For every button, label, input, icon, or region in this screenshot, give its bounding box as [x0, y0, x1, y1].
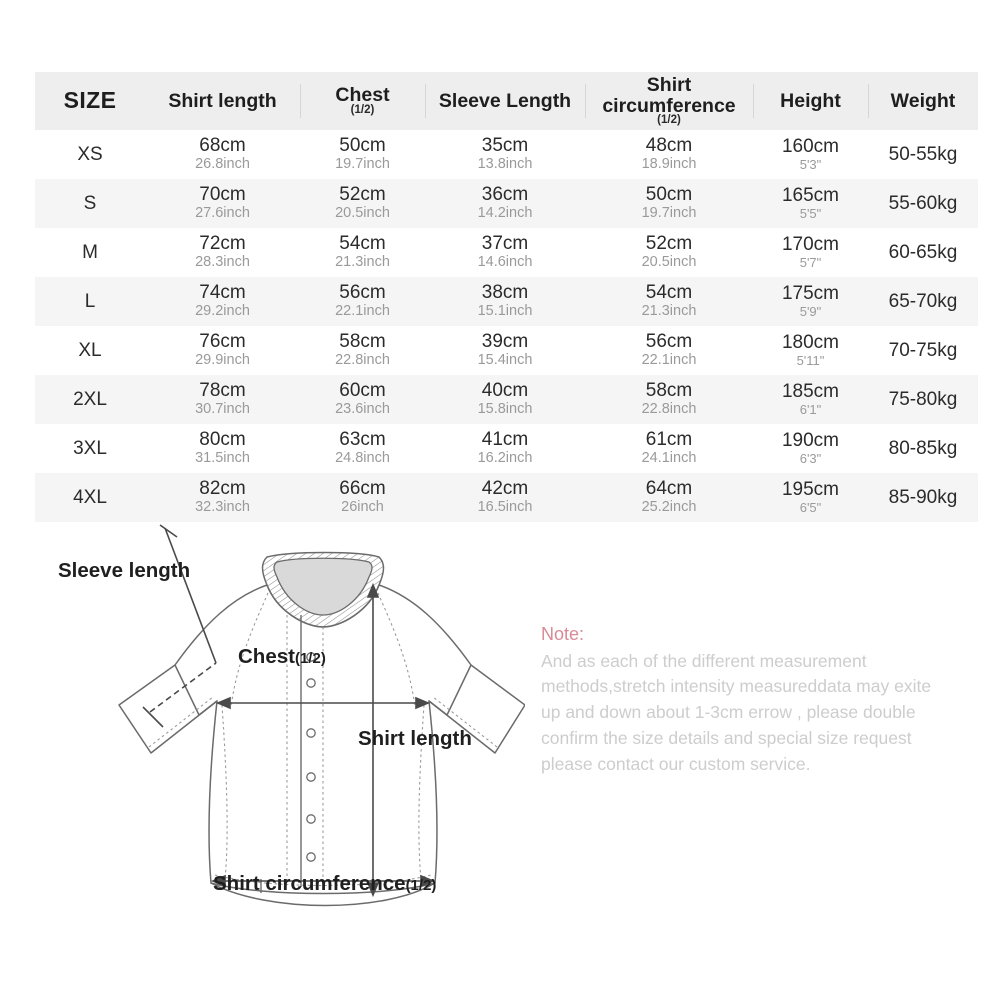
button	[307, 729, 315, 737]
cell-height-ft: 5'7"	[799, 254, 822, 270]
column-header-shirt-length-label: Shirt length	[168, 89, 277, 112]
cell-shirt-length-inch: 29.2inch	[195, 302, 250, 319]
cell-sleeve-length-cm: 40cm	[481, 380, 529, 402]
table-row	[35, 130, 978, 179]
column-header-shirt-length	[145, 72, 300, 130]
cell-shirt-circumference-inch: 22.1inch	[641, 351, 697, 368]
cell-shirt-circumference	[585, 277, 753, 326]
sleeve-measure-line-outer	[165, 528, 216, 663]
diagram-label-sleeve-length	[58, 559, 190, 583]
button-group	[307, 653, 315, 861]
column-header-chest-label: Chest	[335, 84, 390, 107]
cell-shirt-circumference-cm: 50cm	[645, 184, 693, 206]
cell-height-ft: 6'1"	[799, 401, 822, 417]
cell-shirt-length-cm: 72cm	[199, 233, 246, 255]
cell-sleeve-length-cm: 41cm	[481, 429, 529, 451]
cell-shirt-length-cm: 80cm	[199, 429, 246, 451]
cell-height-cm: 175cm	[781, 283, 840, 305]
cell-sleeve-length-inch: 16.2inch	[477, 449, 533, 466]
cell-shirt-length-inch: 32.3inch	[195, 498, 250, 515]
cell-shirt-circumference	[585, 130, 753, 179]
cell-shirt-circumference	[585, 424, 753, 473]
cell-shirt-circumference-inch: 21.3inch	[641, 302, 697, 319]
cell-shirt-circumference	[585, 375, 753, 424]
column-header-shirt-circumference-label: Shirt circumference	[602, 74, 736, 117]
cell-shirt-length-inch: 29.9inch	[195, 351, 250, 368]
cell-sleeve-length-inch: 15.8inch	[477, 400, 533, 417]
note-body: And as each of the different measurement methods,stretch intensity measureddata may exite up and down about 1-3cm errow , please double confirm the size details and special size request please contact our custom service.	[541, 650, 932, 775]
cell-sleeve-length-inch: 16.5inch	[477, 498, 533, 515]
cell-shirt-circumference-cm: 64cm	[645, 478, 693, 500]
diagram-label-shirt-length	[358, 727, 472, 751]
cell-chest-cm: 50cm	[339, 135, 386, 157]
cell-chest-cm: 60cm	[339, 380, 386, 402]
cell-shirt-length-cm: 68cm	[199, 135, 246, 157]
table-row	[35, 277, 978, 326]
cell-height	[753, 424, 868, 473]
cell-size: L	[84, 290, 96, 312]
button	[307, 773, 315, 781]
table-header-row	[35, 72, 978, 130]
cell-shirt-circumference-inch: 22.8inch	[641, 400, 697, 417]
cell-shirt-length	[145, 228, 300, 277]
cell-height-ft: 5'3"	[799, 156, 822, 172]
cell-height-cm: 180cm	[781, 332, 840, 354]
cell-weight: 60-65kg	[888, 241, 958, 263]
cell-shirt-length-cm: 78cm	[199, 380, 246, 402]
cell-height	[753, 179, 868, 228]
table-row	[35, 326, 978, 375]
cell-chest-cm: 66cm	[339, 478, 386, 500]
cell-weight: 65-70kg	[888, 290, 958, 312]
cell-shirt-circumference-cm: 48cm	[645, 135, 693, 157]
column-header-size	[35, 72, 145, 130]
cell-sleeve-length-inch: 14.2inch	[477, 204, 533, 221]
cell-shirt-length-cm: 74cm	[199, 282, 246, 304]
diagram-label-shirt-circumference-fraction: (1/2)	[405, 877, 437, 894]
cell-sleeve-length	[425, 130, 585, 179]
cell-height-ft: 5'11"	[796, 352, 825, 368]
cell-shirt-circumference-cm: 61cm	[645, 429, 693, 451]
cell-chest-inch: 20.5inch	[335, 204, 390, 221]
cell-shirt-length-inch: 27.6inch	[195, 204, 250, 221]
note-title: Note:	[541, 624, 585, 644]
table-row	[35, 375, 978, 424]
cell-shirt-circumference-inch: 25.2inch	[641, 498, 697, 515]
cell-height-cm: 160cm	[781, 136, 840, 158]
cell-shirt-circumference-cm: 58cm	[645, 380, 693, 402]
diagram-label-chest	[238, 645, 326, 669]
cell-height	[753, 277, 868, 326]
cell-chest-inch: 23.6inch	[335, 400, 390, 417]
cell-shirt-circumference-inch: 20.5inch	[641, 253, 697, 270]
cell-chest	[300, 424, 425, 473]
cell-size: 3XL	[73, 437, 107, 459]
cell-shirt-circumference	[585, 179, 753, 228]
column-header-sleeve-length-label: Sleeve Length	[438, 89, 572, 112]
cell-chest-inch: 19.7inch	[335, 155, 390, 172]
cell-shirt-length	[145, 326, 300, 375]
column-header-size-label: SIZE	[63, 87, 117, 114]
cell-sleeve-length-cm: 42cm	[481, 478, 529, 500]
cell-sleeve-length	[425, 424, 585, 473]
cell-sleeve-length-cm: 39cm	[481, 331, 529, 353]
diagram-label-shirt-circumference	[213, 872, 436, 896]
cell-shirt-length	[145, 277, 300, 326]
column-header-height	[753, 72, 868, 130]
cell-chest-cm: 58cm	[339, 331, 386, 353]
cell-weight: 85-90kg	[888, 486, 958, 508]
cell-sleeve-length-inch: 13.8inch	[477, 155, 533, 172]
cell-chest	[300, 179, 425, 228]
cell-shirt-length	[145, 424, 300, 473]
cell-sleeve-length-cm: 37cm	[481, 233, 529, 255]
cell-shirt-length-inch: 28.3inch	[195, 253, 250, 270]
cell-sleeve-length-cm: 35cm	[481, 135, 529, 157]
cell-chest	[300, 228, 425, 277]
cell-shirt-length-cm: 82cm	[199, 478, 246, 500]
table-row	[35, 424, 978, 473]
cell-shirt-circumference-cm: 52cm	[645, 233, 693, 255]
cell-sleeve-length-cm: 38cm	[481, 282, 529, 304]
cell-chest-cm: 52cm	[339, 184, 386, 206]
column-header-chest-fraction: (1/2)	[350, 103, 375, 116]
cell-height	[753, 375, 868, 424]
cell-height-cm: 165cm	[781, 185, 840, 207]
cell-chest	[300, 277, 425, 326]
cell-sleeve-length-inch: 15.1inch	[477, 302, 533, 319]
cell-weight: 70-75kg	[888, 339, 958, 361]
cell-chest-cm: 54cm	[339, 233, 386, 255]
cell-shirt-length-cm: 76cm	[199, 331, 246, 353]
cell-sleeve-length	[425, 228, 585, 277]
cell-shirt-circumference	[585, 326, 753, 375]
cell-shirt-length-cm: 70cm	[199, 184, 246, 206]
column-header-shirt-circumference	[585, 72, 753, 130]
cell-shirt-length	[145, 375, 300, 424]
cell-height	[753, 130, 868, 179]
note-block	[541, 622, 941, 778]
cell-weight: 55-60kg	[888, 192, 958, 214]
sleeve-measure-line-inner	[150, 663, 216, 712]
table-row	[35, 179, 978, 228]
cell-weight: 80-85kg	[888, 437, 958, 459]
cell-chest-inch: 26inch	[341, 498, 384, 515]
cell-shirt-circumference-cm: 56cm	[645, 331, 693, 353]
cell-chest-inch: 22.1inch	[335, 302, 390, 319]
cell-height-cm: 190cm	[781, 430, 840, 452]
cell-sleeve-length	[425, 326, 585, 375]
cell-size: 2XL	[73, 388, 107, 410]
cell-chest-cm: 56cm	[339, 282, 386, 304]
cell-weight: 50-55kg	[888, 143, 958, 165]
cell-height-cm: 185cm	[781, 381, 840, 403]
diagram-label-sleeve-length-text: Sleeve length	[58, 559, 191, 582]
cell-size: 4XL	[73, 486, 107, 508]
cell-shirt-length	[145, 179, 300, 228]
cell-shirt-circumference-cm: 54cm	[645, 282, 693, 304]
cell-shirt-circumference-inch: 18.9inch	[641, 155, 697, 172]
button	[307, 679, 315, 687]
cell-shirt-length	[145, 130, 300, 179]
cell-size: XS	[77, 143, 103, 165]
cell-shirt-length-inch: 30.7inch	[195, 400, 250, 417]
cell-chest-inch: 24.8inch	[335, 449, 390, 466]
cell-chest-inch: 22.8inch	[335, 351, 390, 368]
cell-chest-cm: 63cm	[339, 429, 386, 451]
cell-height-ft: 6'3"	[799, 450, 822, 466]
button	[307, 815, 315, 823]
diagram-label-shirt-length-text: Shirt length	[358, 727, 472, 750]
diagram-label-shirt-circumference-text: Shirt circumference	[213, 872, 406, 895]
cell-size: M	[82, 241, 98, 263]
column-header-weight-label: Weight	[890, 89, 956, 112]
column-header-chest	[300, 72, 425, 130]
cell-chest	[300, 375, 425, 424]
button	[307, 853, 315, 861]
cell-sleeve-length	[425, 375, 585, 424]
cell-shirt-circumference-inch: 19.7inch	[641, 204, 697, 221]
cell-shirt-length-inch: 31.5inch	[195, 449, 250, 466]
cell-height-ft: 6'5"	[799, 499, 822, 515]
cell-height-cm: 170cm	[781, 234, 840, 256]
right-shoulder-seam	[378, 593, 415, 707]
cell-height	[753, 326, 868, 375]
size-chart-table	[35, 72, 978, 522]
cell-sleeve-length	[425, 179, 585, 228]
cell-size: S	[83, 192, 97, 214]
cell-chest	[300, 326, 425, 375]
cell-shirt-circumference-inch: 24.1inch	[641, 449, 697, 466]
column-header-weight	[868, 72, 978, 130]
cell-height	[753, 228, 868, 277]
diagram-label-chest-fraction: (1/2)	[294, 650, 326, 667]
table-row	[35, 228, 978, 277]
cell-shirt-length-inch: 26.8inch	[195, 155, 250, 172]
diagram-label-chest-text: Chest	[238, 645, 295, 668]
left-side-seam	[222, 705, 227, 879]
cell-sleeve-length-inch: 15.4inch	[477, 351, 533, 368]
cell-sleeve-length	[425, 277, 585, 326]
cell-height-ft: 5'5"	[799, 205, 822, 221]
left-sleeve-outline	[119, 665, 217, 753]
column-header-shirt-circumference-fraction: (1/2)	[657, 113, 681, 126]
cell-shirt-circumference	[585, 228, 753, 277]
cell-height-cm: 195cm	[781, 479, 840, 501]
cell-height-ft: 5'9"	[799, 303, 822, 319]
column-header-height-label: Height	[780, 89, 841, 112]
chest-arrow-right	[416, 698, 428, 708]
chest-arrow-left	[218, 698, 230, 708]
cell-size: XL	[78, 339, 102, 361]
cell-sleeve-length-inch: 14.6inch	[477, 253, 533, 270]
cell-chest	[300, 130, 425, 179]
cell-chest-inch: 21.3inch	[335, 253, 390, 270]
cell-weight: 75-80kg	[888, 388, 958, 410]
cell-sleeve-length-cm: 36cm	[481, 184, 529, 206]
column-header-sleeve-length	[425, 72, 585, 130]
